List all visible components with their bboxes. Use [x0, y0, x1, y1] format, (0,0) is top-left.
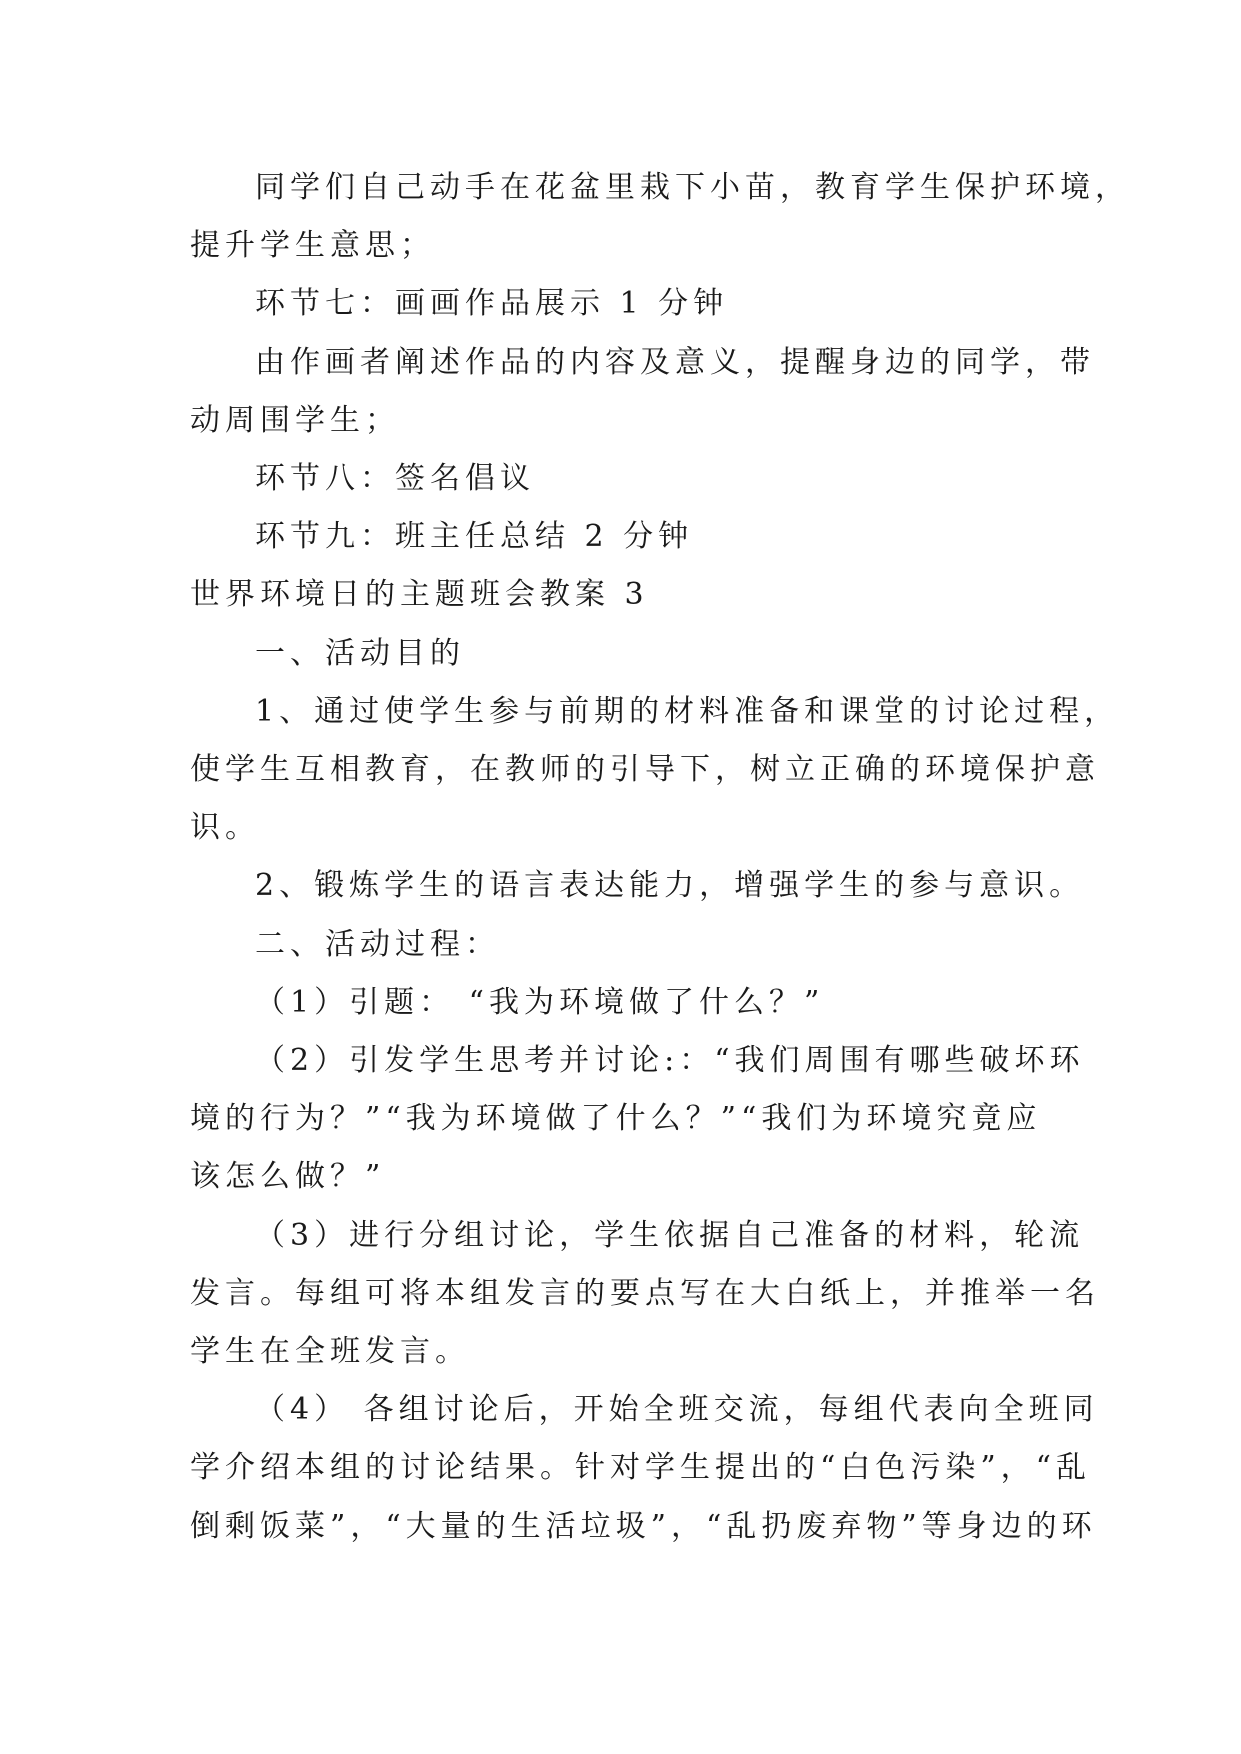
section-heading: 世界环境日的主题班会教案 3 [190, 577, 649, 612]
paragraph-line: （3）进行分组讨论，学生依据自己准备的材料，轮流 [255, 1218, 1085, 1253]
paragraph-line: 发言。每组可将本组发言的要点写在大白纸上，并推举一名 [190, 1276, 1100, 1311]
paragraph-line: 2、锻炼学生的语言表达能力，增强学生的参与意识。 [255, 868, 1085, 903]
paragraph-line: 使学生互相教育，在教师的引导下，树立正确的环境保护意 [190, 752, 1100, 787]
paragraph-line: 1、通过使学生参与前期的材料准备和课堂的讨论过程， [255, 694, 1120, 729]
paragraph-line: 动周围学生； [190, 403, 400, 438]
paragraph-line: （2）引发学生思考并讨论:：“我们周围有哪些破坏环 [255, 1043, 1085, 1078]
subsection-heading: 二、活动过程： [255, 927, 500, 962]
paragraph-line: 倒剩饭菜”，“大量的生活垃圾”，“乱扔废弃物”等身边的环 [190, 1509, 1097, 1544]
paragraph-line: 识。 [190, 810, 260, 845]
paragraph-line: 环节七：画画作品展示 1 分钟 [255, 286, 729, 321]
paragraph-line: 该怎么做？” [190, 1159, 386, 1194]
paragraph-line: 提升学生意思； [190, 228, 435, 263]
paragraph-line: 学介绍本组的讨论结果。针对学生提出的“白色污染”，“乱 [190, 1450, 1092, 1485]
subsection-heading: 一、活动目的 [255, 636, 465, 671]
paragraph-line: 由作画者阐述作品的内容及意义，提醒身边的同学，带 [255, 345, 1095, 380]
paragraph-line: 学生在全班发言。 [190, 1334, 470, 1369]
paragraph-line: 同学们自己动手在花盆里栽下小苗，教育学生保护环境， [255, 170, 1130, 205]
paragraph-line: 环节九：班主任总结 2 分钟 [255, 519, 694, 554]
paragraph-line: 环节八：签名倡议 [255, 461, 535, 496]
paragraph-line: （1）引题： “我为环境做了什么？” [255, 985, 825, 1020]
paragraph-line: （4） 各组讨论后，开始全班交流，每组代表向全班同 [255, 1392, 1099, 1427]
paragraph-line: 境的行为？”“我为环境做了什么？”“我们为环境究竟应 [190, 1101, 1042, 1136]
